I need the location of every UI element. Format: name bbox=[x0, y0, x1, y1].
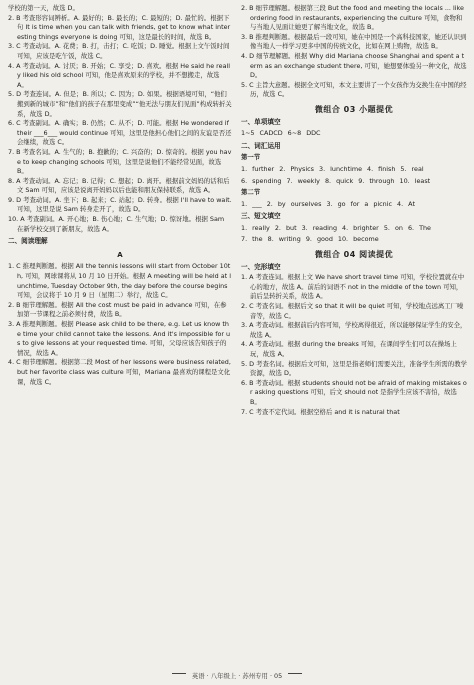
section-vocab: 二、词汇运用 bbox=[241, 141, 281, 150]
vocab-part-2: 第二节 bbox=[241, 188, 261, 197]
short-fill-row: 1. really 2. but 3. reading 4. brighter 5. on 6. The bbox=[241, 223, 431, 232]
cloze-answer: 1. A 考查连词。根据上文 We have short travel time 可知，学校位置就在中心的地方，故选 A。前后的词语不 not in the middle of the town 可知，前后呈转折关系，故选 A。 bbox=[241, 273, 465, 301]
right-line: 4. D 细节理解题。根据 Why did Mariana choose Shanghai and spent a term as an exchange student there, 可知，她想要体验另一种文化，故选 D。 bbox=[241, 51, 467, 80]
left-line: 7. B 考查名词。A. 生气的；B. 抱歉的；C. 兴奋的；D. 惊奇的。根据 you have to keep changing schools 可知，这里是说他们不能经常见面，故选 B。 bbox=[8, 147, 232, 176]
cloze-answer: 5. D 考查名词。根据后文可知，这里是指老师们需要关注，准备学生所需的教学资源，故选 D。 bbox=[241, 359, 467, 378]
block-title-04: 微组合 04 阅读提优 bbox=[314, 250, 394, 260]
short-fill-row: 7. the 8. writing 9. good 10. become bbox=[241, 235, 379, 244]
right-line: 3. B 推理判断题。根据最后一段可知，她在中国是一个高科技国家，她还认识到像当地人一样学习更多中国的传统文化，比如在网上购物，故选 B。 bbox=[241, 32, 467, 51]
reading-answer: 4. C 细节理解题。根据第二段 Most of her lessons were business related, but her favorite class was culture 可知，Mariana 最喜欢的课程是文化课，故选 C。 bbox=[8, 358, 231, 386]
left-line: 5. D 考查连词。A. 但是；B. 所以；C. 因为；D. 如果。根据语境可知，“他们搬到新的城市”和“他们的孩子在那里变成”“他无法与朋友们见面”构成转折关系，故选 D。 bbox=[8, 90, 232, 118]
reading-answer: 2. B 细节理解题。根据 All the cost must be paid in advance 可知，在参加第一节课程之前必须付费，故选 B。 bbox=[8, 300, 227, 319]
vocab-row: 6. spending 7. weekly 8. quick 9. through 10. least bbox=[241, 176, 431, 185]
right-column bbox=[241, 4, 467, 417]
cloze-answer: 2. C 考查名词。根据后文 so that it will be quiet 可知，学校地点远离工厂噪音等，故选 C。 bbox=[241, 302, 464, 320]
vocab-part-1: 第一节 bbox=[241, 153, 261, 162]
page-footer bbox=[0, 672, 474, 682]
block-title-03: 微组合 03 小题提优 bbox=[314, 104, 394, 114]
vocab-row: 1. further 2. Physics 3. lunchtime 4. finish 5. real bbox=[241, 164, 424, 173]
left-line: 3. C 考查动词。A. 花费；B. 打，击打；C. 吃饭；D. 睡觉。根据上文午饭时间可知，应该是吃午饭，故选 C。 bbox=[8, 42, 230, 60]
section-short-fill: 三、短文填空 bbox=[241, 212, 281, 221]
reading-answer: 3. A 推理判断题。根据 Please ask child to be there, e.g. Let us know the time your child cannot take the lessons. And it's impossible for us to give lessons at your requested time. 可知，父母应该告知孩子的情况，故选 A。 bbox=[8, 320, 231, 357]
footer-rule-right bbox=[288, 673, 302, 680]
left-column bbox=[8, 4, 232, 387]
left-line: 2. B 考查形容词辨析。A. 最好的；B. 最长的；C. 最短的；D. 最忙的。根据下句 It is time when you can talk with friends, get to know what interesting things everyone is doing 可知，这是最长的时间，故选 B。 bbox=[8, 13, 231, 41]
section-cloze: 一、完形填空 bbox=[241, 262, 281, 271]
vocab-row: 1. ___ 2. by ourselves 3. go for a picnic 4. At bbox=[241, 199, 415, 208]
passage-letter: A bbox=[117, 250, 123, 259]
footer-rule-left bbox=[172, 673, 186, 680]
cloze-answer: 6. B 考查动词。根据 students should not be afraid of making mistakes or asking questions 可知，后文 should not 是指学生应该不害怕，故选 B。 bbox=[241, 378, 467, 406]
single-choice-answers: 1~5 CADCD 6~8 DDC bbox=[241, 129, 321, 138]
right-line: 2. B 细节理解题。根据第三段 But the food and meeting the locals ... like ordering food in restaurants, experiencing the culture 可知，食物和与当地人见面让她更了解当地文化，故选 B。 bbox=[241, 4, 464, 32]
left-line: 4. A 考查动词。A. 讨厌；B. 开始；C. 享受；D. 喜欢。根据 He said he really liked his old school 可知，他是喜欢原来的学校，并不想搬走，故选 A。 bbox=[8, 61, 231, 89]
reading-answer: 1. C 推理判断题。根据 All the tennis lessons will start from October 10th, 可知，网球课将从 10 月 10 日开始。根据 A meeting will be held at lunchtime, Tuesday October 9th, the day before the course begins 可知，会议将于 10 月 9 日（星期二）举行，故选 C。 bbox=[8, 262, 231, 300]
section-single-choice: 一、单项填空 bbox=[241, 117, 281, 126]
cloze-answer: 3. A 考查动词。根据前后内容可知，学校离得很近，所以能够保证学生的安全，故选 A。 bbox=[241, 321, 467, 339]
left-line: 学校的第一天，故选 D。 bbox=[8, 4, 79, 12]
cloze-answer: 4. A 考查动词。根据 during the breaks 可知，在课间学生们可以在操场上玩，故选 A。 bbox=[241, 340, 457, 358]
left-line: 6. C 考查副词。A. 确实；B. 仍然；C. 从不；D. 可能。根据 He wondered if their ___6___ would continue 可知，这里是他担心他们之间的友谊是否还会继续，故选 C。 bbox=[8, 119, 232, 147]
footer-text: 英语 · 八年级上 · 苏州专用 · 05 bbox=[191, 672, 283, 681]
left-line: 9. D 考查动词。A. 坐下；B. 起来；C. 站起；D. 转身。根据 I'll have to wait. 可知，这里是说 Sam 转身走开了，故选 D。 bbox=[8, 195, 232, 214]
section-heading-reading: 二、阅读理解 bbox=[8, 237, 48, 246]
cloze-answer: 7. C 考查不定代词。根据空格后 and it is natural that bbox=[241, 407, 400, 416]
right-line: 5. C 主旨大意题。根据全文可知，本文主要讲了一个女孩作为交换生在中国的经历，故选 C。 bbox=[241, 80, 467, 99]
left-line: 10. A 考查副词。A. 开心地；B. 伤心地；C. 生气地；D. 惊讶地。根据 Sam 在新学校交到了新朋友，故选 A。 bbox=[8, 215, 225, 233]
left-line: 8. A 考查动词。A. 忘记；B. 记得；C. 想起；D. 离开。根据前文妈妈的话和后文 Sam 可知，应该是说离开妈妈以后也能和朋友保持联系，故选 A。 bbox=[8, 176, 230, 195]
